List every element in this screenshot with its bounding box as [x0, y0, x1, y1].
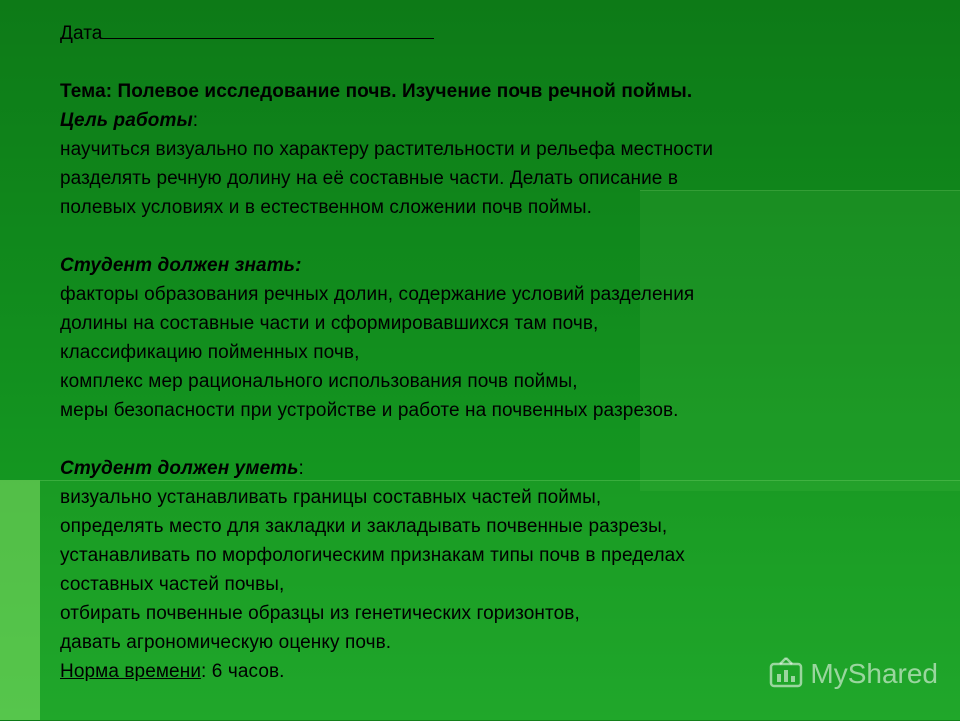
goal-line: научиться визуально по характеру растительности и рельефа местности — [60, 139, 714, 160]
able-line: отбирать почвенные образцы из генетических горизонтов, — [60, 603, 580, 624]
spacer — [60, 425, 940, 454]
time-norm-value: : 6 часов. — [201, 661, 285, 682]
able-line: давать агрономическую оценку почв. — [60, 632, 392, 653]
able-heading-line — [60, 454, 940, 483]
goal-heading: Цель работы — [60, 110, 193, 131]
able-line: визуально устанавливать границы составных частей поймы, — [60, 487, 602, 508]
topic-title: Тема: Полевое исследование почв. Изучение почв речной поймы. — [60, 81, 693, 102]
able-heading-colon: : — [298, 458, 304, 479]
date-line — [60, 16, 940, 48]
goal-line: разделять речную долину на её составные части. Делать описание в — [60, 168, 679, 189]
slide-content — [60, 16, 940, 686]
able-heading: Студент должен уметь — [60, 458, 299, 479]
background-accent-left — [0, 480, 40, 720]
know-line: факторы образования речных долин, содержание условий разделения — [60, 284, 695, 305]
watermark-text: MyShared — [810, 658, 938, 689]
know-line: классификацию пойменных почв, — [60, 342, 360, 363]
able-line: составных частей почвы, — [60, 574, 285, 595]
know-heading: Студент должен знать: — [60, 255, 302, 276]
know-line: долины на составные части и сформировавшихся там почв, — [60, 313, 599, 334]
watermark — [768, 656, 938, 692]
time-norm-label: Норма времени — [60, 661, 202, 682]
know-line: меры безопасности при устройстве и работе на почвенных разрезов. — [60, 400, 679, 421]
able-line: определять место для закладки и закладывать почвенные разрезы, — [60, 516, 668, 537]
able-line: устанавливать по морфологическим признакам типы почв в пределах — [60, 545, 685, 566]
myshared-logo-icon — [768, 656, 804, 692]
goal-heading-line — [60, 106, 940, 135]
date-label: Дата — [60, 23, 103, 44]
goal-heading-colon: : — [192, 110, 199, 131]
date-blank — [102, 16, 434, 39]
spacer — [60, 48, 940, 77]
spacer — [60, 222, 940, 251]
know-line: комплекс мер рационального использования почв поймы, — [60, 371, 578, 392]
goal-line: полевых условиях и в естественном сложении почв поймы. — [60, 197, 592, 218]
